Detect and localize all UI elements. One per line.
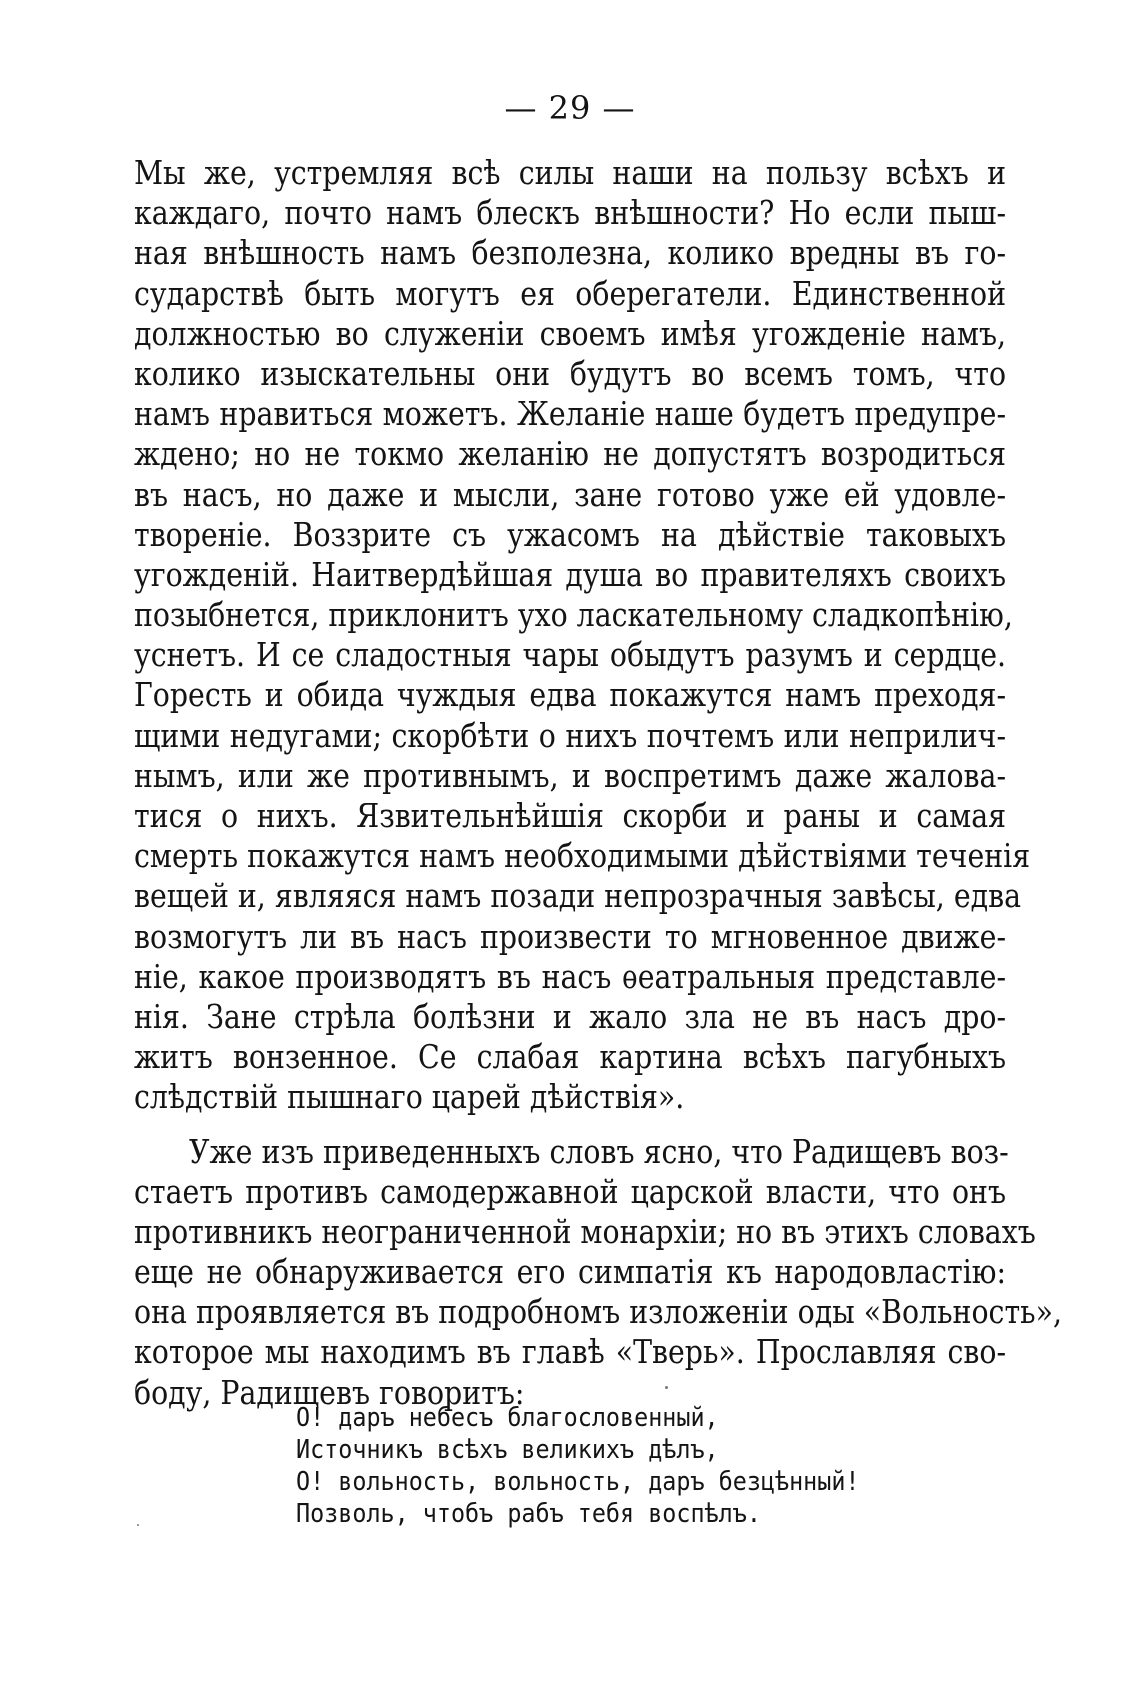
text-line: тися о нихъ. Язвительнѣйшія скорби и раны и самая bbox=[134, 796, 1007, 835]
paragraph-gap bbox=[134, 1118, 1006, 1132]
text-line: сударствѣ быть могутъ ея оберегатели. Единственной bbox=[134, 273, 1007, 313]
poem-line: О! вольность, вольность, даръ безцѣнный! bbox=[296, 1467, 860, 1497]
text-line: ждено; но не токмо желанію не допустятъ возродиться bbox=[134, 434, 1007, 474]
text-line: щими недугами; скорбѣти о нихъ почтемъ или неприлич- bbox=[134, 715, 1007, 755]
poem-line: Источникъ всѣхъ великихъ дѣлъ, bbox=[296, 1435, 719, 1465]
paragraph-commentary bbox=[134, 1131, 1062, 1413]
text-line: колико изыскательны они будутъ во всемъ томъ, что bbox=[134, 353, 1007, 393]
text-line: возмогутъ ли въ насъ произвести то мгновенное движе- bbox=[134, 916, 1007, 956]
text-line: Уже изъ приведенныхъ словъ ясно, что Радищевъ воз- bbox=[189, 1131, 1009, 1171]
text-line: нымъ, или же противнымъ, и воспретимъ даже жалова- bbox=[134, 755, 1007, 795]
text-line: позыбнется, приклонитъ ухо ласкательному сладкопѣнію, bbox=[134, 595, 1013, 635]
text-line: смерть покажутся намъ необходимыми дѣйствіями теченія bbox=[134, 836, 1031, 876]
text-line: вещей и, являяся намъ позади непрозрачныя завѣсы, едва bbox=[134, 876, 1022, 916]
text-line: житъ вонзенное. Се слабая картина всѣхъ пагубныхъ bbox=[134, 1037, 1007, 1077]
text-line: намъ нравиться можетъ. Желаніе наше будетъ предупре- bbox=[134, 394, 1007, 434]
poem-excerpt bbox=[296, 1402, 922, 1530]
text-line: противникъ неограниченной монархіи; но въ этихъ словахъ bbox=[134, 1211, 1036, 1251]
text-line: боду, Радищевъ говоритъ: bbox=[134, 1372, 525, 1412]
text-line: должностью во служеніи своемъ имѣя угожденіе намъ, bbox=[134, 313, 1007, 353]
text-line: которое мы находимъ въ главѣ «Тверь». Прославляя сво- bbox=[134, 1332, 1007, 1372]
text-line: слѣдствій пышнаго царей дѣйствія». bbox=[134, 1077, 685, 1117]
text-line: уснетъ. И се сладостныя чары обыдутъ разумъ и сердце. bbox=[134, 635, 1007, 675]
paragraph-quote-continuation bbox=[134, 153, 1031, 1118]
print-speck bbox=[665, 1386, 668, 1389]
poem-line: Позволь, чтобъ рабъ тебя воспѣлъ. bbox=[296, 1499, 761, 1529]
poem-line: О! даръ небесъ благословенный, bbox=[296, 1403, 719, 1433]
body-text bbox=[134, 153, 1062, 1413]
text-line: ніе, какое производятъ въ насъ ѳеатральныя представле- bbox=[134, 956, 1007, 996]
text-line: твореніе. Воззрите съ ужасомъ на дѣйствіе таковыхъ bbox=[134, 514, 1007, 554]
text-line: нія. Зане стрѣла болѣзни и жало зла не въ насъ дро- bbox=[134, 996, 1007, 1036]
page-number: — 29 — bbox=[504, 89, 636, 127]
text-line: еще не обнаруживается его симпатія къ народовластію: bbox=[134, 1252, 1007, 1292]
text-line: она проявляется въ подробномъ изложеніи оды «Вольность», bbox=[134, 1292, 1062, 1332]
text-line: Горесть и обида чуждыя едва покажутся намъ преходя- bbox=[134, 675, 1007, 715]
text-line: угожденій. Наитвердѣйшая душа во правителяхъ своихъ bbox=[134, 554, 1007, 594]
text-line: Мы же, устремляя всѣ силы наши на пользу всѣхъ и bbox=[134, 153, 1007, 192]
text-line: каждаго, почто намъ блескъ внѣшности? Но если пыш- bbox=[134, 193, 1007, 233]
text-line: ная внѣшность намъ безполезна, колико вредны въ го- bbox=[134, 233, 1007, 273]
text-line: въ насъ, но даже и мысли, зане готово уже ей удовле- bbox=[134, 474, 1007, 514]
print-speck bbox=[137, 1524, 139, 1526]
text-line: стаетъ противъ самодержавной царской власти, что онъ bbox=[134, 1171, 1007, 1211]
